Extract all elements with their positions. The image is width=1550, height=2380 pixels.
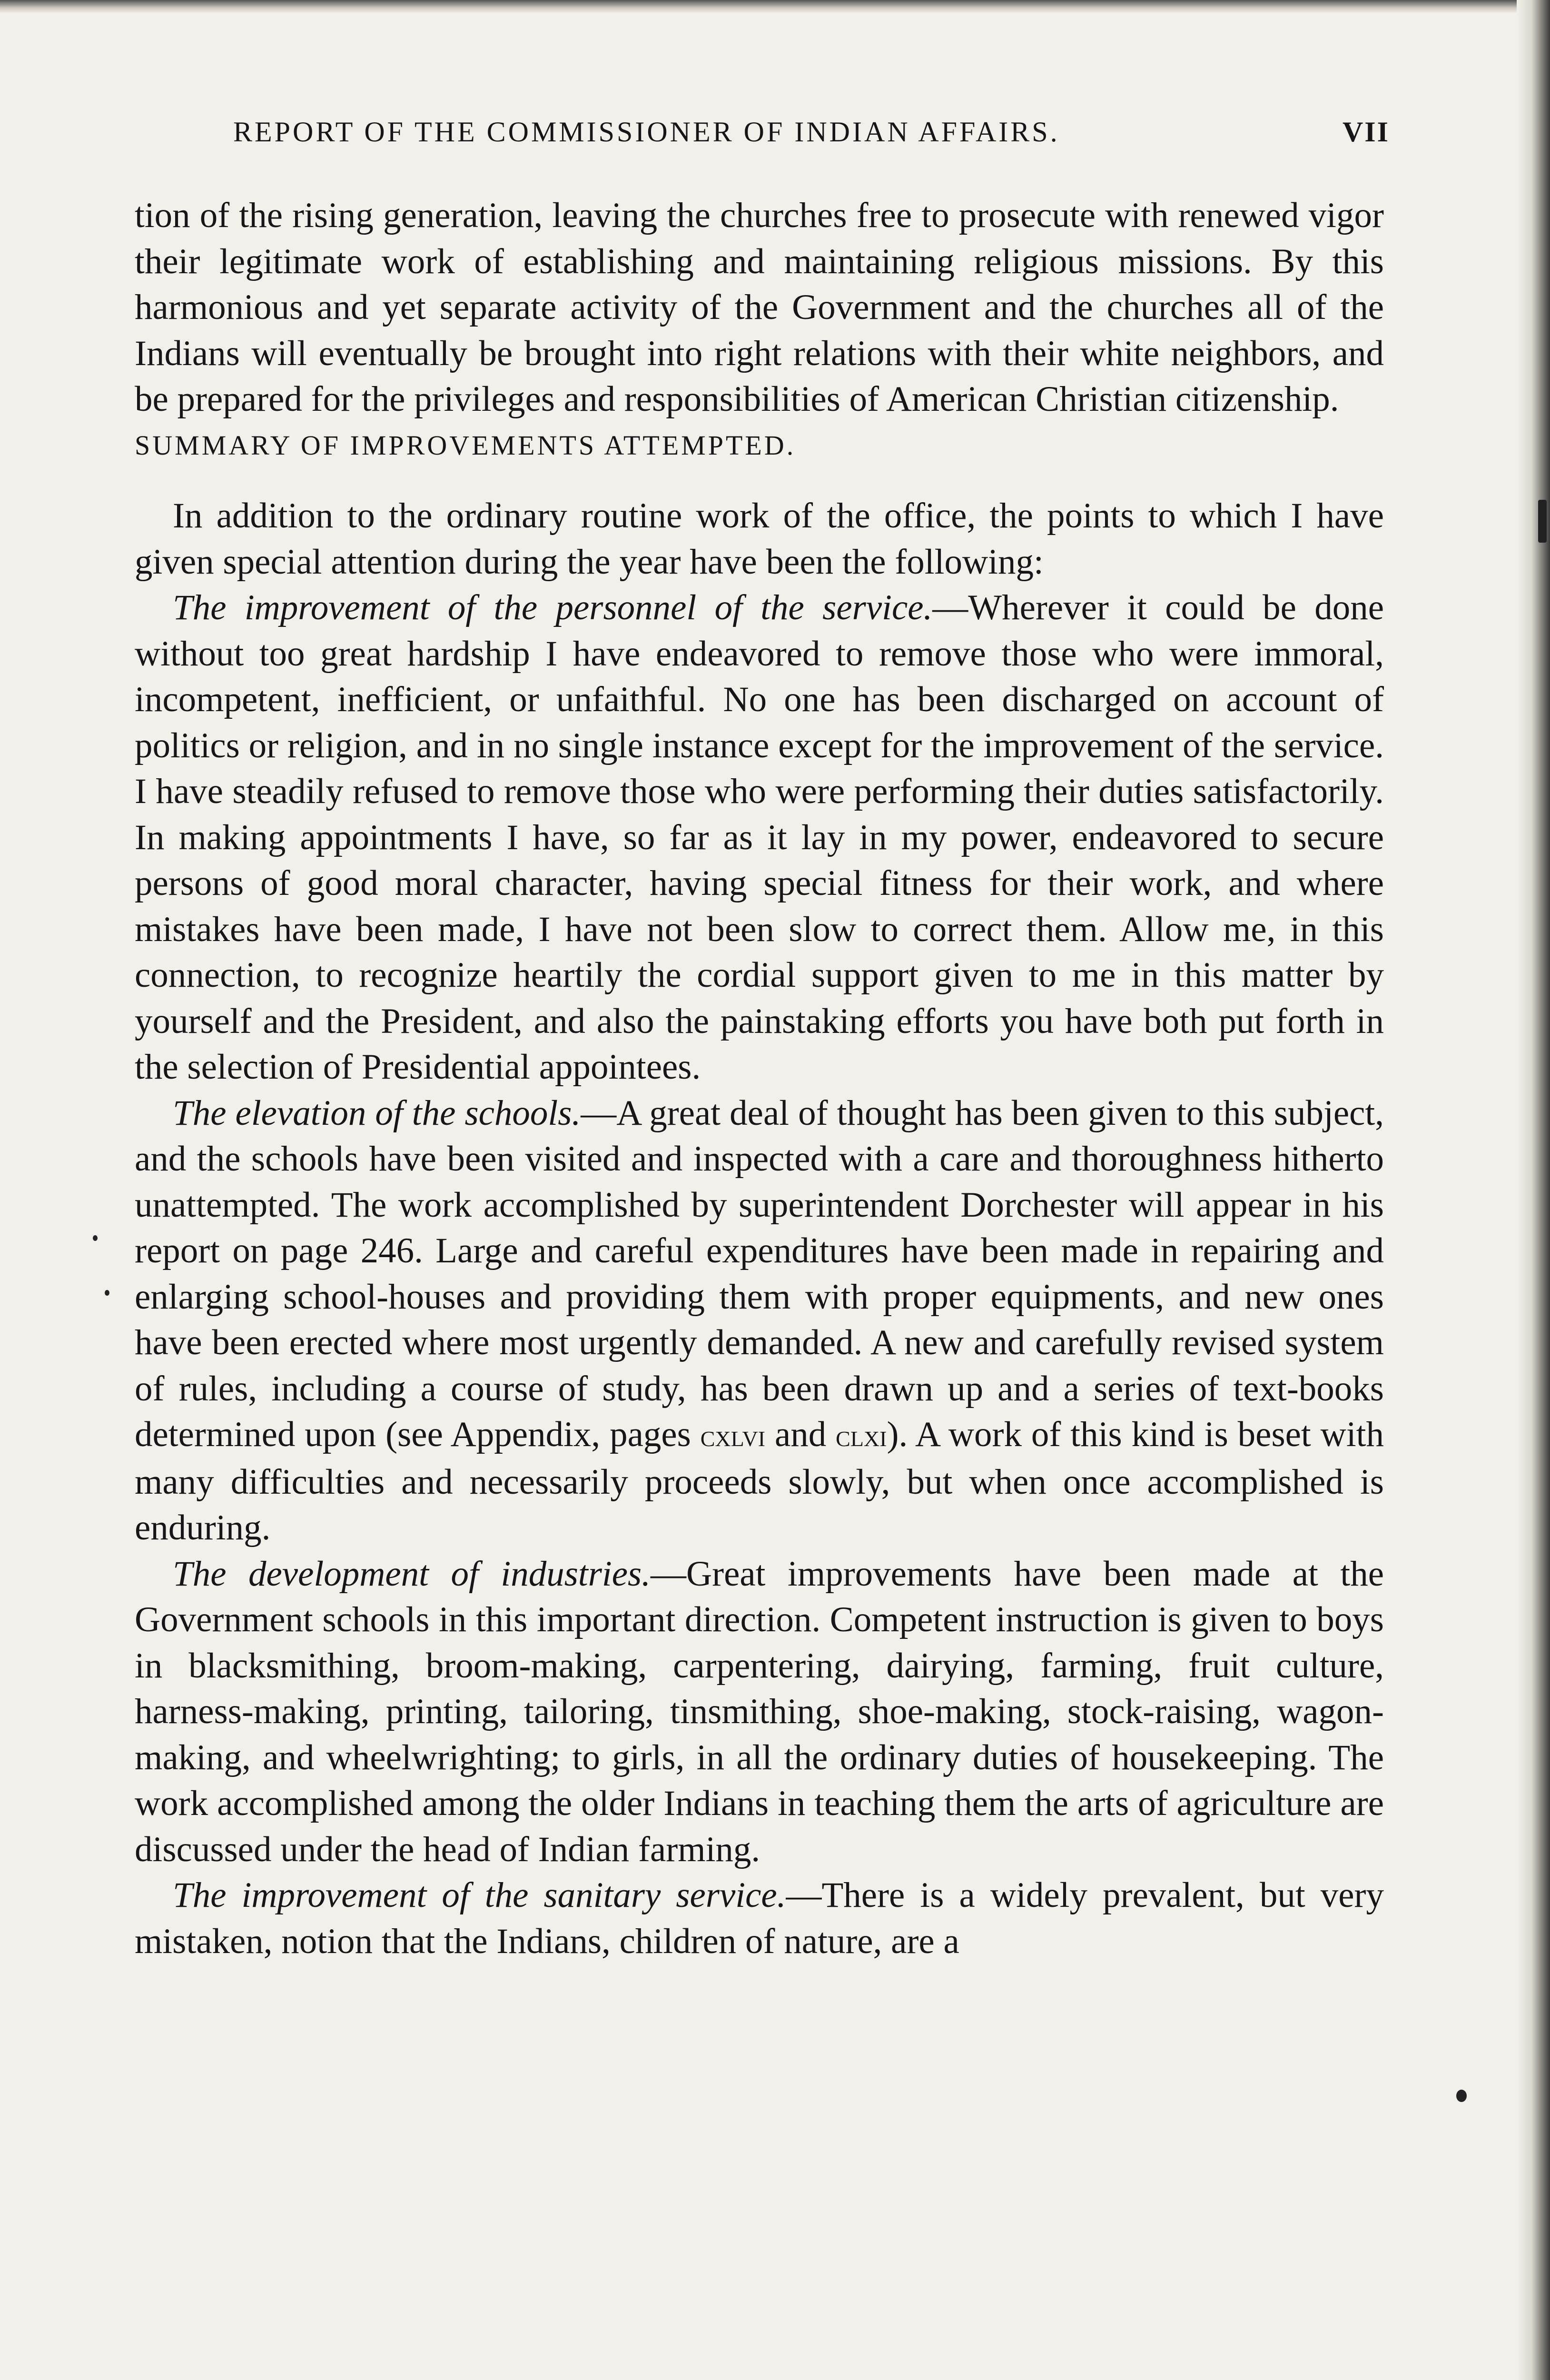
print-speck — [1456, 2090, 1467, 2102]
intro-paragraph: In addition to the ordinary routine work of the office, the points to which I have given special attention during the year have been the following: — [135, 496, 1384, 582]
topic-text: —Great improvements have been made at the Government schools in this important direction. Competent instruction is given to boys in blacksmithing, broom-making, carpentering, dairying, farming, fruit culture, harness-making, printing, tailoring, tinsmithing, shoe-making, stock-raising, wagon-making, and wheelwrighting; to girls, in all the ordinary duties of housekeeping. The work accomplished among the older Indians in teaching them the arts of agriculture are discussed under the head of Indian farming. — [135, 1554, 1384, 1869]
body-text — [135, 193, 1384, 1964]
topic-lead: The improvement of the sanitary service. — [173, 1875, 786, 1915]
print-speck — [93, 1235, 98, 1241]
continuation-paragraph: tion of the rising generation, leaving the churches free to prosecute with renewed vigor their legitimate work of establishing and maintaining religious missions. By this harmonious and yet separate activity of the Government and the churches all of the Indians will eventually be brought into right relations with their white neighbors, and be prepared for the privileges and responsibilities of American Christian citizenship. — [135, 196, 1384, 419]
appendix-page-reference: clxi — [836, 1418, 887, 1453]
topic-text: and — [765, 1415, 836, 1454]
running-header — [233, 110, 1390, 153]
topic-paragraph-schools — [135, 1091, 1384, 1551]
print-speck — [105, 1290, 109, 1296]
topic-paragraph-industries — [135, 1551, 1384, 1873]
topic-paragraph-personnel — [135, 585, 1384, 1091]
topic-lead: The improvement of the personnel of the service. — [173, 588, 933, 627]
topic-text: —Wherever it could be done without too great hardship I have endeavored to remove those who were immoral, incompetent, inefficient, or unfaithful. No one has been discharged on account of politics or religion, and in no single instance except for the improvement of the service. I have steadily refused to remove those who were performing their duties satisfactorily. In making appointments I have, so far as it lay in my power, endeavored to secure persons of good moral character, having special fitness for their work, and where mistakes have been made, I have not been slow to correct them. Allow me, in this connection, to recognize heartily the cordial support given to me in this matter by yourself and the President, and also the painstaking efforts you have both put forth in the selection of Presidential appointees. — [135, 588, 1384, 1087]
topic-text: —There is a widely prevalent, but very mistaken, notion that the Indians, children of nature, are a — [135, 1875, 1384, 1961]
topic-paragraph-sanitary — [135, 1873, 1384, 1964]
topic-lead: The elevation of the schools. — [173, 1093, 581, 1133]
section-heading: SUMMARY OF IMPROVEMENTS ATTEMPTED. — [135, 429, 796, 461]
page-right-edge — [1517, 0, 1550, 2380]
print-speck — [1538, 500, 1547, 543]
topic-text: —A great deal of thought has been given to this subject, and the schools have been visited and inspected with a care and thoroughness hitherto unattempted. The work accomplished by superintendent Dorchester will appear in his report on page 246. Large and careful expenditures have been made in repairing and enlarging school-houses and providing them with proper equipments, and new ones have been erected where most urgently demanded. A new and carefully revised system of rules, including a course of study, has been drawn up and a series of text-books determined upon (see Appendix, pages — [135, 1093, 1384, 1454]
page-number: VII — [1342, 116, 1390, 148]
running-title: REPORT OF THE COMMISSIONER OF INDIAN AFFAIRS. — [233, 116, 1060, 148]
page-top-edge — [0, 0, 1550, 13]
topic-lead: The development of industries. — [173, 1554, 651, 1594]
topic-text: ). A work of this kind is beset with many difficulties and necessarily proceeds slowly, but when once accomplished is enduring. — [135, 1415, 1384, 1547]
appendix-page-reference: cxlvi — [700, 1418, 766, 1453]
